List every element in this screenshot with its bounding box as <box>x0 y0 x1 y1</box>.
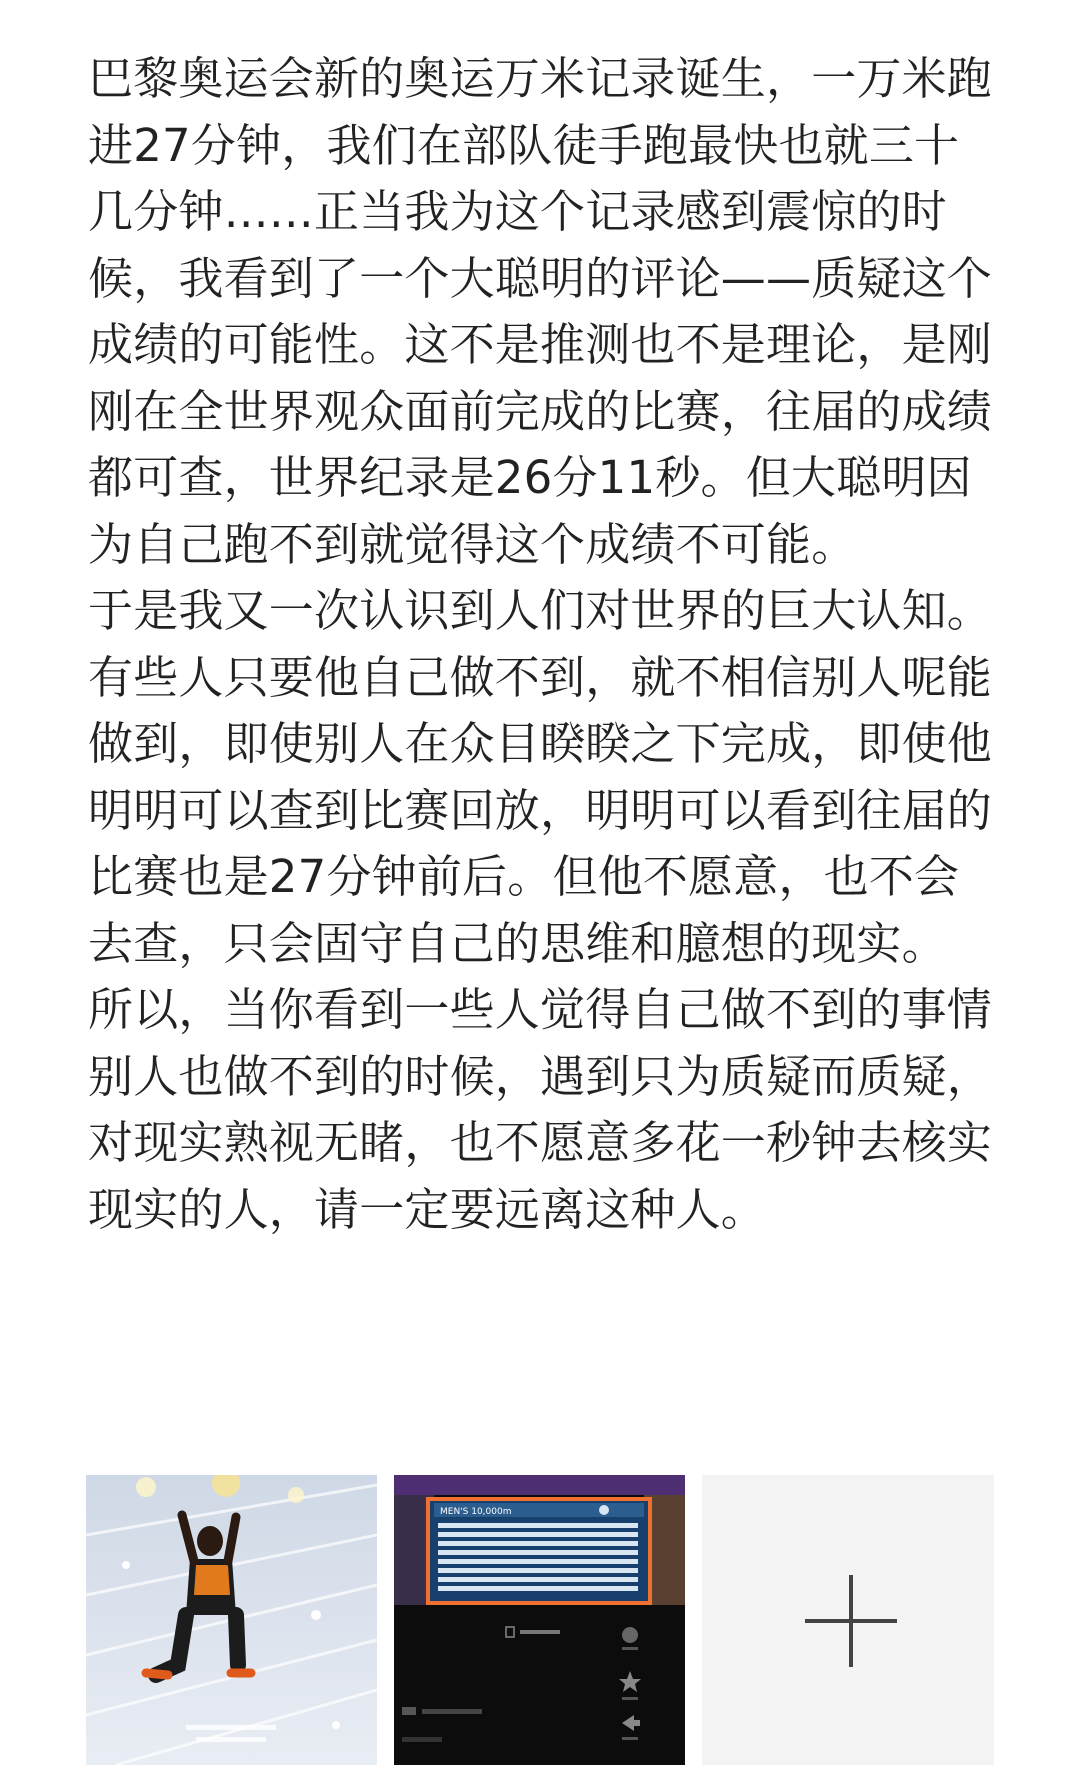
image-thumbnail-runner[interactable] <box>86 1475 377 1765</box>
add-image-button[interactable] <box>702 1475 994 1765</box>
post-paragraph-2: 于是我又一次认识到人们对世界的巨大认知。有些人只要他自己做不到，就不相信别人呢能做到，即使别人在众目睽睽之下完成，即使他明明可以查到比赛回放，明明可以看到往届的比赛也是27分钟前后。但他不愿意，也不会去查，只会固守自己的思维和臆想的现实。 <box>88 584 993 970</box>
post-paragraph-3: 所以，当你看到一些人觉得自己做不到的事情别人也做不到的时候，遇到只为质疑而质疑，对现实熟视无睹，也不愿意多花一秒钟去核实现实的人，请一定要远离这种人。 <box>88 983 993 1236</box>
post-paragraph-1: 巴黎奥运会新的奥运万米记录诞生，一万米跑进27分钟，我们在部队徒手跑最快也就三十几分钟……正当我为这个记录感到震惊的时候，我看到了一个大聪明的评论——质疑这个成绩的可能性。这不是推测也不是理论，是刚刚在全世界观众面前完成的比赛，往届的成绩都可查，世界纪录是26分11秒。但大聪明因为自己跑不到就觉得这个成绩不可能。 <box>88 52 993 571</box>
image-gallery <box>86 1475 994 1765</box>
kneeling-runner-photo-icon <box>86 1475 377 1765</box>
image-thumbnail-results[interactable] <box>394 1475 685 1765</box>
results-board-photo-icon <box>394 1475 685 1765</box>
post-body <box>88 46 993 1243</box>
results-board-title: MEN'S 10,000m <box>440 1507 512 1517</box>
